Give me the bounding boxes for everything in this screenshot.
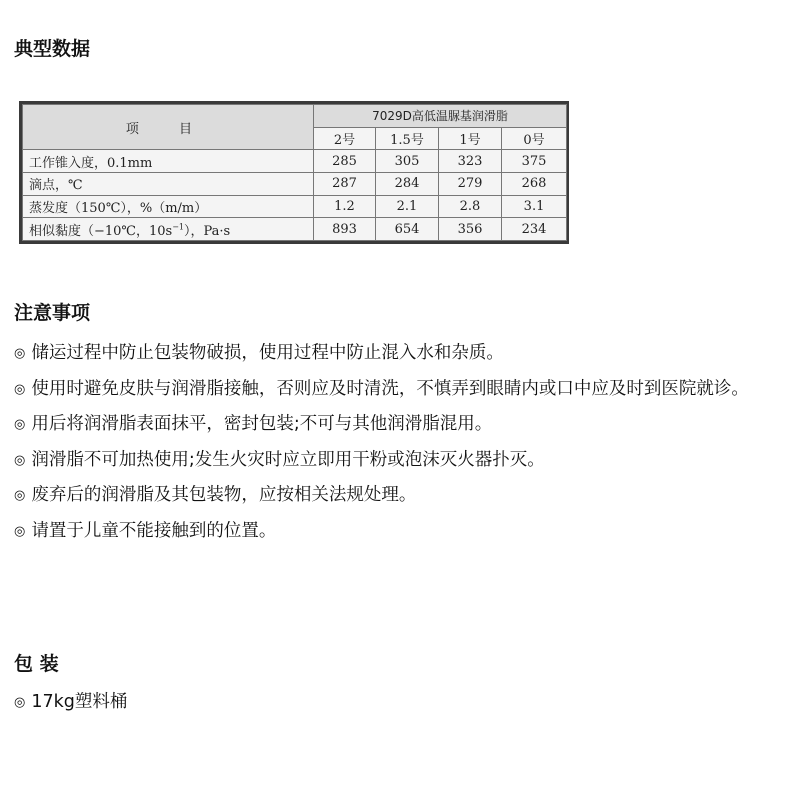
product-header: 7029D高低温脲基润滑脂 — [314, 105, 567, 128]
note-text: 用后将润滑脂表面抹平，密封包装;不可与其他润滑脂混用。 — [31, 414, 493, 435]
grade-header: 1.5号 — [376, 127, 439, 150]
cell-value: 654 — [376, 218, 439, 241]
row-label: 蒸发度（150℃），%（m/m） — [23, 195, 314, 218]
note-text: 使用时避免皮肤与润滑脂接触，否则应及时清洗，不慎弄到眼睛内或口中应及时到医院就诊。 — [31, 378, 749, 399]
list-item — [14, 443, 794, 479]
row-label-part: 相似黏度（−10℃，10s — [29, 223, 173, 239]
bullet-icon: ◎ — [14, 488, 26, 504]
note-text: 废弃后的润滑脂及其包装物，应按相关法规处理。 — [31, 485, 417, 506]
cell-value: 375 — [502, 150, 567, 173]
notes-list — [14, 336, 794, 550]
cell-value: 305 — [376, 150, 439, 173]
packaging-list — [14, 686, 127, 719]
note-text: 请置于儿童不能接触到的位置。 — [31, 520, 277, 541]
row-label: 滴点，℃ — [23, 172, 314, 195]
list-item — [14, 407, 794, 443]
cell-value: 323 — [439, 150, 502, 173]
bullet-icon: ◎ — [14, 523, 26, 539]
cell-value: 279 — [439, 172, 502, 195]
typical-data-table — [22, 104, 567, 241]
list-item — [14, 336, 794, 372]
row-label-part: ），Pa·s — [184, 223, 231, 239]
bullet-icon: ◎ — [14, 417, 26, 433]
list-item — [14, 686, 127, 719]
cell-value: 234 — [502, 218, 567, 241]
cell-value: 2.8 — [439, 195, 502, 218]
cell-value: 268 — [502, 172, 567, 195]
typical-data-heading: 典型数据 — [14, 38, 91, 60]
cell-value: 284 — [376, 172, 439, 195]
cell-value: 1.2 — [314, 195, 376, 218]
bullet-icon: ◎ — [14, 452, 26, 468]
table-row — [23, 172, 567, 195]
list-item — [14, 478, 794, 514]
note-text: 储运过程中防止包装物破损，使用过程中防止混入水和杂质。 — [31, 343, 504, 363]
row-label — [23, 218, 314, 241]
packaging-text: 17kg塑料桶 — [31, 692, 128, 712]
cell-value: 356 — [439, 218, 502, 241]
cell-value: 3.1 — [502, 195, 567, 218]
note-text: 润滑脂不可加热使用;发生火灾时应立即用干粉或泡沫灭火器扑灭。 — [31, 449, 545, 470]
bullet-icon: ◎ — [14, 695, 26, 710]
table-row — [23, 218, 567, 241]
notes-heading: 注意事项 — [14, 302, 91, 324]
packaging-heading: 包 装 — [14, 653, 59, 675]
cell-value: 893 — [314, 218, 376, 241]
grade-header: 0号 — [502, 127, 567, 150]
grade-header: 1号 — [439, 127, 502, 150]
list-item — [14, 372, 794, 408]
table-row — [23, 195, 567, 218]
row-label-superscript: −1 — [172, 222, 184, 232]
cell-value: 2.1 — [376, 195, 439, 218]
list-item — [14, 514, 794, 550]
bullet-icon: ◎ — [14, 381, 26, 397]
item-header: 项 目 — [23, 105, 314, 150]
cell-value: 285 — [314, 150, 376, 173]
table-row — [23, 150, 567, 173]
cell-value: 287 — [314, 172, 376, 195]
bullet-icon: ◎ — [14, 346, 26, 361]
row-label: 工作锥入度，0.1mm — [23, 150, 314, 173]
typical-data-table-frame — [19, 101, 569, 244]
grade-header: 2号 — [314, 127, 376, 150]
